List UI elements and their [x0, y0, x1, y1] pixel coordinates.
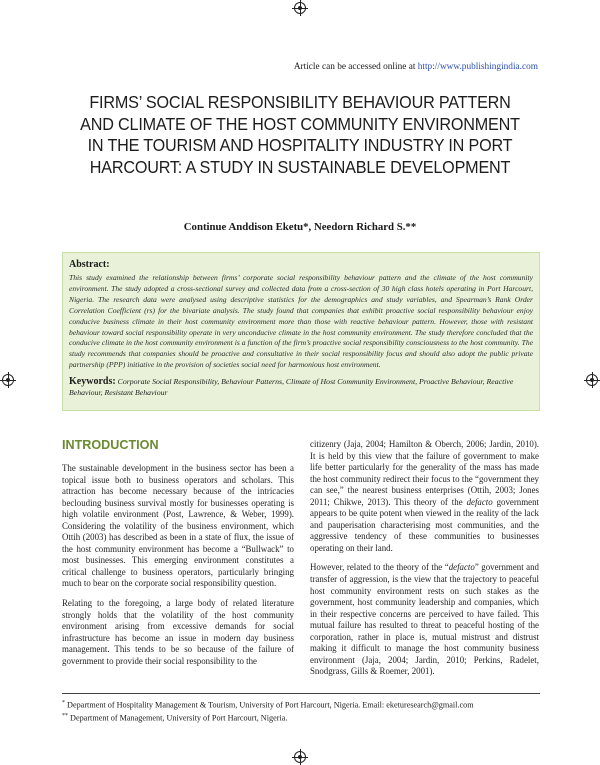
paragraph: The sustainable development in the business sector has been a topical issue both to business operators and scholars. This attraction has become necessary because of the intricacies beclouding business survival mostly for businesses operating is high volatile environment (Post, Lawrence, & Weber, 1999). Considering the volatility of the business environment, which Ottih (2003) has described as been in a state of flux, the issue of the host community environment has become a “Bullwack” to most businesses. This emerging environment constitutes a critical challenge to business operators, particularly bringing much to bear on the corporate social responsibility question. — [62, 463, 294, 589]
section-heading-introduction: INTRODUCTION — [62, 438, 159, 452]
keywords-text: Corporate Social Responsibility, Behaviour Patterns, Climate of Host Community Environment, Proactive Behaviour, Reactive Behaviour, Resistant Behaviour — [69, 377, 514, 398]
footnote: * Department of Hospitality Management & Tourism, University of Port Harcourt, Nigeria. Email: eketuresearch@gmail.com — [62, 700, 474, 710]
abstract-box — [62, 252, 540, 411]
access-prefix: Article can be accessed online at — [293, 62, 418, 72]
footnotes — [62, 698, 540, 723]
paragraph: citizenry (Jaja, 2004; Hamilton & Oberch, 2006; Jardin, 2010). It is held by this view that the failure of government to make life better particularly for the generality of the mass has made the host community redirect their focus to the “government they can see,” the nearest business enterprises (Ottih, 2003; Jones 2011; Chikwe, 2013). This theory of the defacto government appears to be quite potent when viewed in the reality of the lack and pauperisation characterising most communities, and the aggressive tendency of these communities to businesses operating on their land. — [310, 439, 539, 553]
abstract-text: This study examined the relationship between firms’ corporate social responsibility behaviour pattern and the climate of the host community environment. The study adopted a cross-sectional survey and collected data from a cross-section of 30 high class hotels operating in Port Harcourt, Nigeria. The research data were analysed using descriptive statistics for the demographics and study variables, and Spearman’s Rank Order Correlation Coefficient (rs) for the bivariate analysis. The study found that companies that exhibit proactive social responsibility behaviour enjoy conducive business climate in their host community environment more than those with reactive behaviour pattern. However, those with resistant behaviour toward social responsibility operate in very unconducive climate in the host community environment. The study therefore concluded that the conducive climate in the host community environment is a function of the firm’s proactive social responsibility consciousness to the host community. The study recommends that companies should be proactive and consultative in their social responsibility focus and should also adopt the public private partnership (PPP) initiative in the provision of societies social need for harmonious host environment. — [69, 273, 533, 370]
registration-mark-left — [2, 374, 14, 386]
paragraph: However, related to the theory of the “defacto” government and transfer of aggression, is the view that the trajectory to peaceful host community environment rests on such stakes as the government, host community leadership and companies, which in their respective concerns are perceived to have failed. This mutual failure has resulted to threat to peaceful hosting of the corporation, rather in place is, mutual mistrust and distrust making it difficult to manage the host community business environment (Jaja, 2004; Jardin, 2010; Perkins, Radelet, Snodgrass, Gills & Roemer, 2001). — [310, 562, 539, 677]
keywords — [69, 376, 533, 398]
paragraph: Relating to the foregoing, a large body of related literature strongly holds that the volatility of the host community environment arising from excessive demands for social infrastructure has become an issue in modern day business management. This tends to be so because of the failure of government to provide their social responsibility to the — [62, 598, 294, 666]
publisher-link[interactable]: http://www.publishingindia.com — [417, 62, 538, 72]
access-line — [294, 62, 538, 72]
registration-mark-top — [294, 2, 306, 14]
author-line: Continue Anddison Eketu*, Needorn Richard S.** — [183, 221, 417, 233]
body-column-left — [62, 463, 294, 675]
footnote: ** Department of Management, University of Port Harcourt, Nigeria. — [62, 712, 288, 723]
footnote-divider — [62, 693, 540, 694]
registration-mark-bottom — [294, 751, 306, 763]
abstract-label: Abstract: — [69, 259, 110, 270]
registration-mark-right — [586, 374, 598, 386]
keywords-label: Keywords: — [69, 376, 116, 388]
article-title: FIRMS’ SOCIAL RESPONSIBILITY BEHAVIOUR PATTERN AND CLIMATE OF THE HOST COMMUNITY ENVIRONMENT IN THE TOURISM AND HOSPITALITY INDUSTRY IN PORT HARCOURT: A STUDY IN SUSTAINABLE DEVELOPMENT — [80, 92, 520, 177]
body-column-right — [310, 439, 539, 686]
